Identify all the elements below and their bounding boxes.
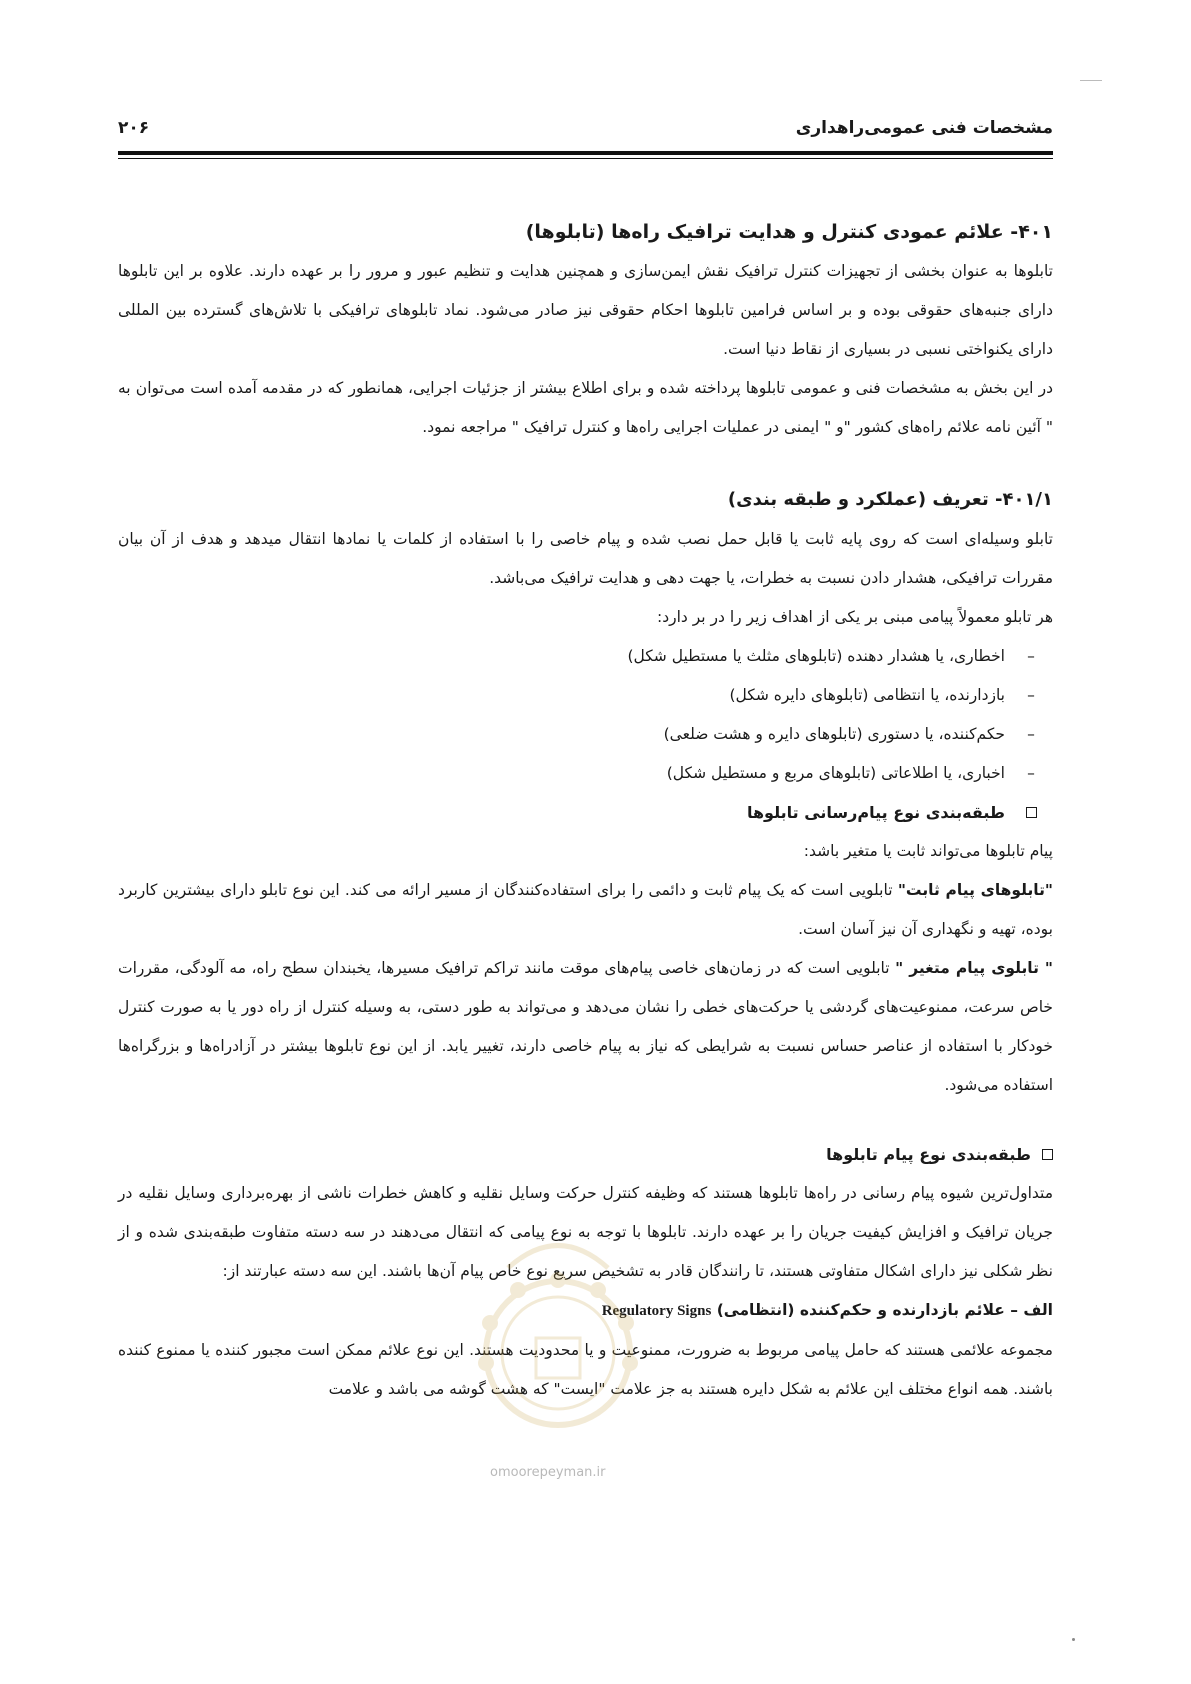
checkbox-square-icon <box>1042 1149 1053 1160</box>
list-item-text: اخباری، یا اطلاعاتی (تابلوهای مربع و مستطیل شکل) <box>666 764 1005 782</box>
scan-dot <box>1072 1638 1075 1641</box>
section-401-paragraph-1: تابلوها به عنوان بخشی از تجهیزات کنترل ترافیک نقش ایمن‌سازی و همچنین هدایت و تنظیم عبور و مرور را بر عهده دارند. علاوه بر این تابلوها دارای جنبه‌های حقوقی بوده و بر اساس فرامین تابلوها احکام حقوقی نیز صادر می‌شود. نماد تابلوهای ترافیکی با تلاش‌های گسترده بین المللی دارای یکنواختی نسبی در بسیاری از نقاط دنیا است. <box>118 262 1053 358</box>
header-rule-thin <box>118 158 1053 159</box>
section-401-paragraph-2: در این بخش به مشخصات فنی و عمومی تابلوها پرداخته شده و برای اطلاع بیشتر از جزئیات اجرایی، همانطور که در مقدمه آمده است می‌توان به " آئین نامه علائم راه‌های کشور "و " ایمنی در عملیات اجرایی راه‌ها و کنترل ترافیک " مراجعه نمود. <box>118 379 1053 436</box>
list-item <box>118 754 1053 793</box>
running-title: مشخصات فنی عمومی‌راهداری <box>795 118 1053 138</box>
message-type-intro: پیام تابلوها می‌تواند ثابت یا متغیر باشد: <box>803 842 1053 860</box>
variable-message-term: " تابلوی پیام متغیر " <box>895 959 1054 977</box>
message-type-subheading <box>118 793 1053 832</box>
variable-message-text: تابلویی است که در زمان‌های خاصی پیام‌های موقت مانند تراکم ترافیک مسیرها، یخبندان سطح راه، مه آلودگی، مقررات خاص سرعت، ممنوعیت‌های گردشی یا حرکت‌های خطی را نشان می‌دهد و می‌تواند به طور دستی، به وسیله کنترل از راه دور یا به صورت کنترل خودکار با استفاده از عناصر حساس نسبت به شرایطی که نیاز به پیام خاصی دارند، تغییر یابد. از این نوع تابلوها بیشتر در آزادراه‌ها و بزرگراه‌ها استفاده می‌شود. <box>118 959 1053 1094</box>
scan-mark <box>1080 80 1102 81</box>
message-category-subheading-text: طبقه‌بندی نوع پیام تابلوها <box>826 1145 1031 1164</box>
page-content <box>118 212 1053 1409</box>
section-401-heading: ۴۰۱- علائم عمودی کنترل و هدایت ترافیک راه‌ها (تابلوها) <box>525 221 1053 243</box>
dash-bullet: – <box>1027 764 1035 782</box>
checkbox-square-icon <box>1026 807 1037 818</box>
sign-purpose-list <box>118 637 1053 793</box>
header-rule-thick <box>118 151 1053 155</box>
dash-bullet: – <box>1027 725 1035 743</box>
fixed-message-text: تابلویی است که یک پیام ثابت و دائمی را برای استفاده‌کنندگان از مسیر ارائه می کند. این نوع تابلو دارای بیشترین کاربرد بوده، تهیه و نگهداری آن نیز آسان است. <box>118 881 1053 938</box>
list-item <box>118 676 1053 715</box>
list-item <box>118 715 1053 754</box>
section-401-1-paragraph-1: تابلو وسیله‌ای است که روی پایه ثابت یا قابل حمل نصب شده و پیام خاصی را با استفاده از کلمات یا نمادها انتقال میدهد و هدف از آن بیان مقررات ترافیکی، هشدار دادن نسبت به خطرات، یا جهت دهی و هدایت ترافیک می‌باشد. <box>118 530 1053 587</box>
message-type-subheading-text: طبقه‌بندی نوع پیام‌رسانی تابلوها <box>746 803 1005 822</box>
fixed-message-term: "تابلوهای پیام ثابت" <box>897 881 1054 899</box>
regulatory-signs-heading <box>118 1291 1053 1331</box>
list-item <box>118 637 1053 676</box>
section-401-1-paragraph-2: هر تابلو معمولاً پیامی مبنی بر یکی از اهداف زیر را در بر دارد: <box>656 608 1053 626</box>
regulatory-signs-latin: Regulatory Signs <box>601 1303 712 1319</box>
message-category-subheading <box>118 1135 1053 1174</box>
dash-bullet: – <box>1027 686 1035 704</box>
variable-message-paragraph <box>118 949 1053 1105</box>
regulatory-signs-paragraph: مجموعه علائمی هستند که حامل پیامی مربوط به ضرورت، ممنوعیت و یا محدودیت هستند. این نوع علائم ممکن است مجبور کننده یا ممنوع کننده باشند. همه انواع مختلف این علائم به شکل دایره هستند به جز علامت "ایست" که هشت گوشه می باشد و علامت <box>118 1341 1053 1398</box>
regulatory-signs-heading-text: الف – علائم بازدارنده و حکم‌کننده (انتظامی) <box>716 1301 1053 1319</box>
list-item-text: حکم‌کننده، یا دستوری (تابلوهای دایره و هشت ضلعی) <box>663 725 1005 743</box>
watermark-url: omoorepeyman.ir <box>490 1465 606 1480</box>
page-number: ۲۰۶ <box>118 118 150 138</box>
section-401-1-heading: ۴۰۱/۱- تعریف (عملکرد و طبقه بندی) <box>727 489 1053 510</box>
dash-bullet: – <box>1027 647 1035 665</box>
fixed-message-paragraph <box>118 871 1053 949</box>
list-item-text: اخطاری، یا هشدار دهنده (تابلوهای مثلث یا مستطیل شکل) <box>627 647 1005 665</box>
message-category-paragraph: متداول‌ترین شیوه پیام رسانی در راه‌ها تابلوها هستند که وظیفه کنترل حرکت وسایل نقلیه و کاهش خطرات ناشی از بهره‌برداری وسایل نقلیه در جریان ترافیک و افزایش کیفیت جریان را بر عهده دارند. تابلوها با توجه به نوع پیامی که انتقال می‌دهند در سه دسته متفاوت طبقه‌بندی شده و از نظر شکلی نیز دارای اشکال متفاوتی هستند، تا رانندگان قادر به تشخیص سریع نوع خاص پیام آن‌ها باشند. این سه دسته عبارتند از: <box>118 1184 1053 1280</box>
list-item-text: بازدارنده، یا انتظامی (تابلوهای دایره شکل) <box>729 686 1005 704</box>
